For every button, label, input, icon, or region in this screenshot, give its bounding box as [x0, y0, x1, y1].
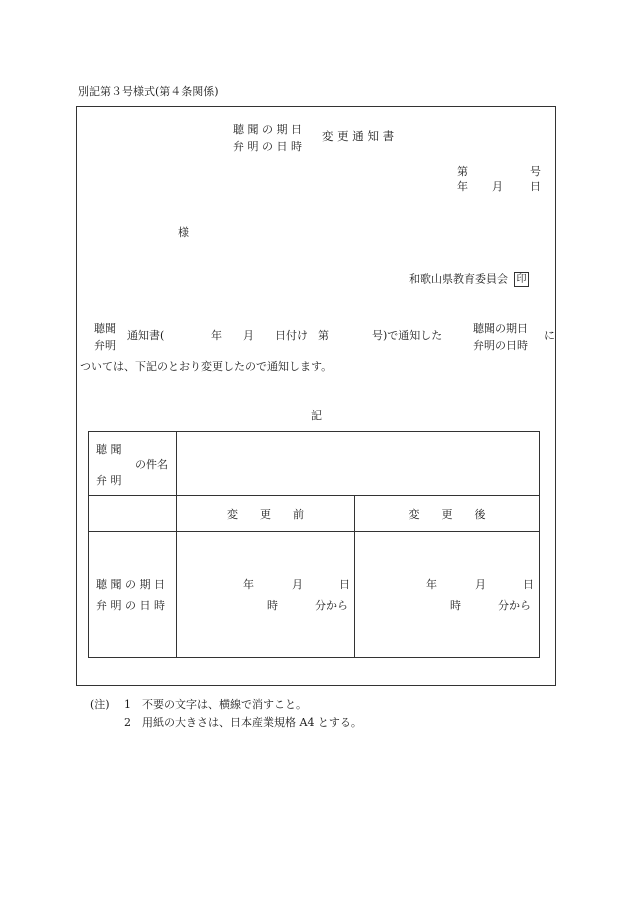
- title-line-2: 弁 明 の 日 時: [233, 140, 302, 153]
- case-suffix: の件名: [135, 458, 168, 471]
- doc-date-year: 年: [457, 180, 468, 193]
- before-year: 年: [243, 578, 254, 591]
- doc-date-day: 日: [530, 180, 541, 193]
- after-hour: 時: [450, 599, 461, 612]
- before-month: 月: [292, 578, 303, 591]
- after-datetime-cell: [355, 532, 540, 658]
- after-header: 変 更 後: [355, 496, 540, 532]
- notes-prefix: (注): [90, 698, 110, 711]
- header-blank-cell: [89, 496, 177, 532]
- case-name-label-cell: [89, 432, 177, 496]
- addressee-suffix: 様: [178, 226, 189, 239]
- body-dated: 日付け: [275, 329, 308, 342]
- note-2-number: 2: [124, 716, 131, 729]
- after-year: 年: [426, 578, 437, 591]
- note-1-number: 1: [124, 698, 131, 711]
- issuer: [409, 272, 529, 287]
- case-kind-stack: [96, 444, 122, 486]
- after-minute-from: 分から: [498, 599, 531, 612]
- after-day: 日: [523, 578, 534, 591]
- issuer-name: 和歌山県教育委員会: [409, 272, 508, 286]
- datetime-label-stack: [96, 579, 165, 611]
- datetime-label-cell: [89, 532, 177, 658]
- note-2-text: 用紙の大きさは、日本産業規格 A4 とする。: [142, 716, 362, 729]
- datetime-label-1: 聴 聞 の 期 日: [96, 578, 165, 591]
- datetime-row: [89, 532, 540, 658]
- doc-number-dai: 第: [457, 165, 468, 178]
- seal-mark: 印: [514, 272, 529, 287]
- before-day: 日: [339, 578, 350, 591]
- header-row: [89, 496, 540, 532]
- body-go-notified: 号)で通知した: [372, 329, 443, 342]
- body-kind-top: 聴聞: [94, 322, 116, 335]
- body-dai: 第: [318, 329, 329, 342]
- note-1-text: 不要の文字は、横線で消すこと。: [142, 698, 307, 711]
- datetime-label-2: 弁 明 の 日 時: [96, 599, 165, 612]
- title-line-1: 聴 聞 の 期 日: [233, 123, 302, 136]
- body-year: 年: [211, 329, 222, 342]
- body-ref-line-2: 弁明の日時: [473, 339, 528, 352]
- title-stack: [233, 124, 302, 152]
- doc-date-month: 月: [492, 180, 503, 193]
- case-kind-top: 聴 聞: [96, 443, 122, 456]
- change-table: [88, 431, 540, 658]
- body-ref-line-1: 聴聞の期日: [473, 322, 528, 335]
- case-name-row: [89, 432, 540, 496]
- form-label: 別記第３号様式(第４条関係): [78, 85, 219, 98]
- body-kind-stack: [94, 323, 116, 351]
- body-ref-stack: [473, 323, 528, 351]
- body-kind-bottom: 弁明: [94, 339, 116, 352]
- case-name-value-cell: [177, 432, 540, 496]
- before-hour: 時: [267, 599, 278, 612]
- doc-number-go: 号: [530, 165, 541, 178]
- body-month: 月: [243, 329, 254, 342]
- title-suffix: 変 更 通 知 書: [322, 129, 395, 143]
- before-header: 変 更 前: [177, 496, 355, 532]
- body-notice-open: 通知書(: [127, 329, 165, 342]
- body-line-2: ついては、下記のとおり変更したので通知します。: [80, 360, 333, 373]
- ki-heading: 記: [311, 409, 322, 422]
- before-datetime-cell: [177, 532, 355, 658]
- after-month: 月: [475, 578, 486, 591]
- case-kind-bottom: 弁 明: [96, 474, 122, 487]
- before-minute-from: 分から: [315, 599, 348, 612]
- body-ni: に: [544, 329, 555, 342]
